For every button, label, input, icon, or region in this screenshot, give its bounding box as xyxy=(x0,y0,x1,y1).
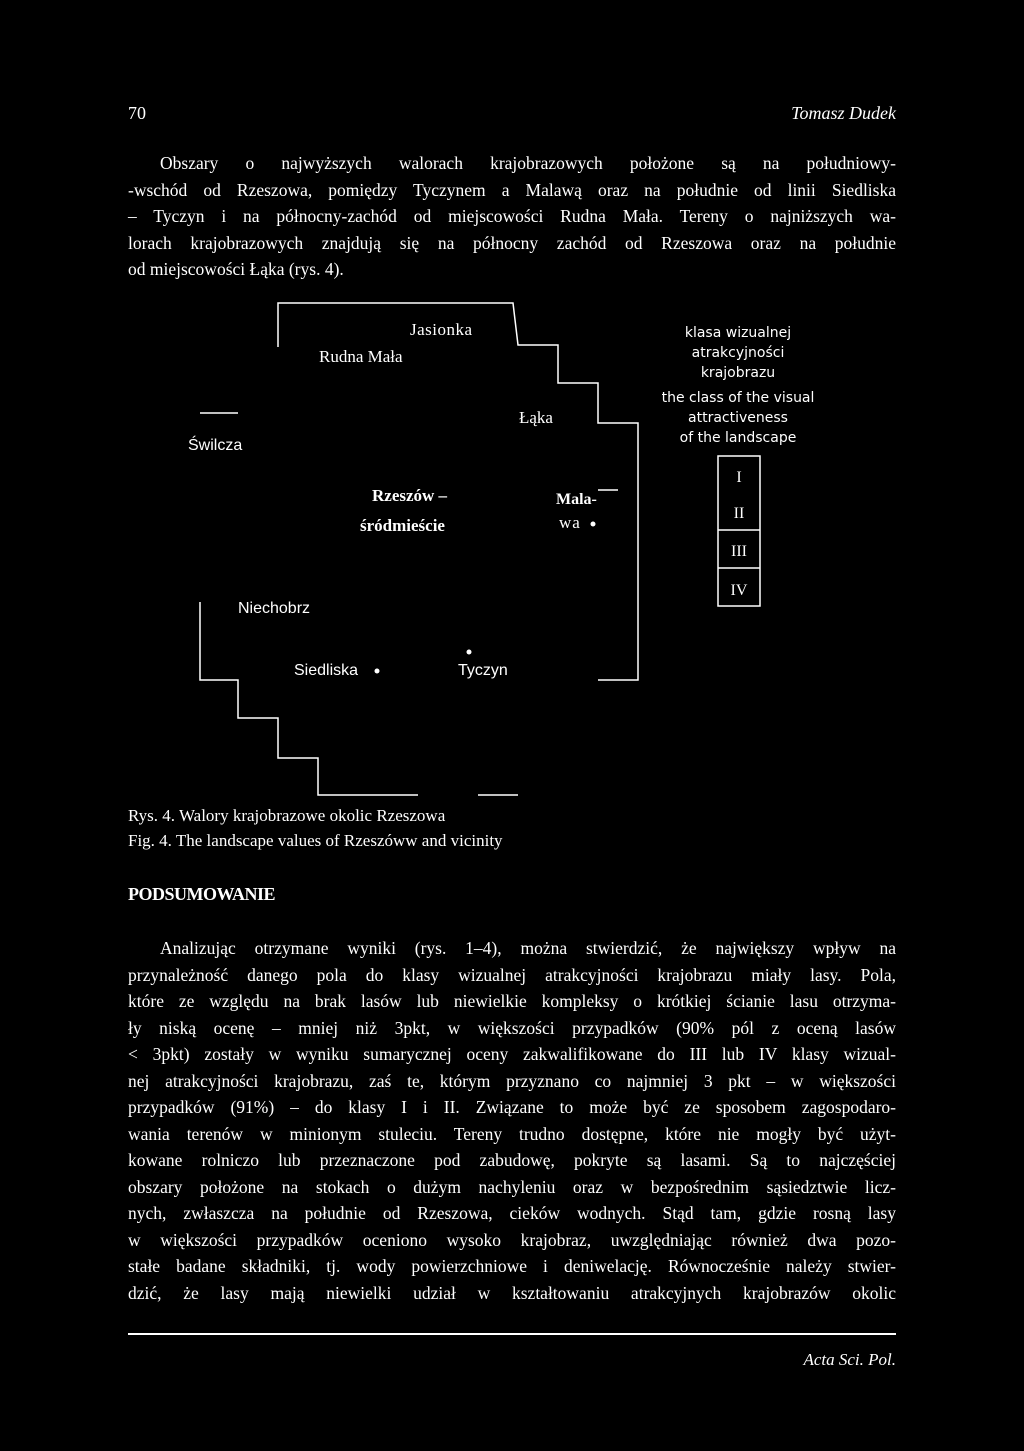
summary-line: dzić, że lasy mają niewielki udział w kształtowaniu atrakcyjnych krajobrazów okolic xyxy=(128,1282,896,1303)
place-rudna-mala: Rudna Mała xyxy=(319,347,403,366)
summary-line: obszary położone na stokach o dużym nachyleniu oraz w bezpośrednim sąsiedztwie licz- xyxy=(128,1176,896,1197)
summary-line: kowane rolniczo lub przeznaczone pod zabudowę, pokryte są lasami. Są to najczęściej xyxy=(128,1150,896,1170)
malawa-dot xyxy=(591,522,596,527)
intro-line: Obszary o najwyższych walorach krajobrazowych położone są na południowy- xyxy=(160,153,896,173)
legend-title-en-line: of the landscape xyxy=(679,430,797,446)
place-laka: Łąka xyxy=(519,408,553,427)
place-rzeszow-line1: Rzeszów – xyxy=(372,486,448,505)
summary-line: < 3pkt) zostały w wyniku sumarycznej oceny zakwalifikowane do III lub IV klasy wizual- xyxy=(128,1044,896,1064)
map-boundary xyxy=(200,303,638,795)
legend-title-pl-line: klasa wizualnej xyxy=(684,325,792,341)
summary-line: Analizując otrzymane wyniki (rys. 1–4), można stwierdzić, że największy wpływ na xyxy=(160,938,896,958)
place-swilcza: Świlcza xyxy=(188,437,243,454)
summary-line: przypadków (91%) – do klasy I i II. Związane to może być ze sposobem zagospodaro- xyxy=(128,1097,896,1117)
intro-line: od miejscowości Łąka (rys. 4). xyxy=(128,259,344,279)
summary-line: które ze względu na brak lasów lub niewielkie kompleksy o krótkiej ścianie lasu otrzyma- xyxy=(128,991,896,1011)
tyczyn-dot xyxy=(467,650,472,655)
legend-class-1: I xyxy=(736,469,742,486)
summary-line: nej atrakcyjności krajobrazu, zaś te, którym przyznano co najmniej 3 pkt – w większości xyxy=(128,1070,896,1091)
place-niechobrz: Niechobrz xyxy=(238,600,311,617)
intro-line: -wschód od Rzeszowa, pomiędzy Tyczynem a Malawą oraz na południe od linii Siedliska xyxy=(128,179,896,200)
siedliska-dot xyxy=(375,669,380,674)
journal-name: Acta Sci. Pol. xyxy=(803,1350,896,1369)
legend-title-pl xyxy=(633,323,843,383)
legend-class-4: IV xyxy=(730,582,748,599)
legend-class-3: III xyxy=(731,543,747,560)
place-tyczyn: Tyczyn xyxy=(458,662,508,679)
summary-line: wania terenów w minionym stuleciu. Tereny trudno dostępne, które nie mogły być użyt- xyxy=(128,1123,896,1144)
summary-line: nych, zwłaszcza na południe od Rzeszowa, cieków wodnych. Stąd tam, gdzie rosną lasy xyxy=(128,1203,896,1223)
summary-line: w większości przypadków oceniono wysoko krajobraz, uwzględniając również dwa pozo- xyxy=(128,1229,896,1250)
summary-line: przynależność danego pola do klasy wizualnej atrakcyjności krajobrazu miały lasy. Pola, xyxy=(128,964,896,985)
figure-caption-en: Fig. 4. The landscape values of Rzeszóww and vicinity xyxy=(128,831,503,850)
place-rzeszow-line2: śródmieście xyxy=(360,516,445,535)
place-siedliska: Siedliska xyxy=(294,662,359,679)
running-author: Tomasz Dudek xyxy=(791,103,896,123)
intro-line: – Tyczyn i na północny-zachód od miejscowości Rudna Mała. Tereny o najniższych wa- xyxy=(128,206,896,226)
summary-line: ły niską ocenę – mniej niż 3pkt, w większości przypadków (90% pól z oceną lasów xyxy=(128,1017,896,1038)
legend-title-en-line: the class of the visual xyxy=(661,390,815,406)
figure-caption-pl: Rys. 4. Walory krajobrazowe okolic Rzeszowa xyxy=(128,806,446,825)
page-number: 70 xyxy=(128,103,146,123)
place-malawa-line1: Mala- xyxy=(556,491,597,508)
place-jasionka: Jasionka xyxy=(410,320,473,339)
legend-class-2: II xyxy=(733,505,745,522)
place-malawa-line2: wa xyxy=(559,513,581,532)
legend-title-en-line: attractiveness xyxy=(688,410,788,426)
boundary-south xyxy=(200,602,418,795)
section-title: PODSUMOWANIE xyxy=(128,884,276,904)
footer-rule xyxy=(128,1333,896,1335)
legend-title-en xyxy=(633,388,843,448)
summary-paragraph xyxy=(128,935,896,1306)
legend-title-pl-line: atrakcyjności xyxy=(691,345,785,361)
summary-line: stałe badane składniki, tj. wody powierzchniowe i deniwelację. Równocześnie należy stwier- xyxy=(128,1256,896,1276)
legend-title-pl-line: krajobrazu xyxy=(700,365,776,381)
intro-line: lorach krajobrazowych znajdują się na północny zachód od Rzeszowa oraz na południe xyxy=(128,232,896,253)
